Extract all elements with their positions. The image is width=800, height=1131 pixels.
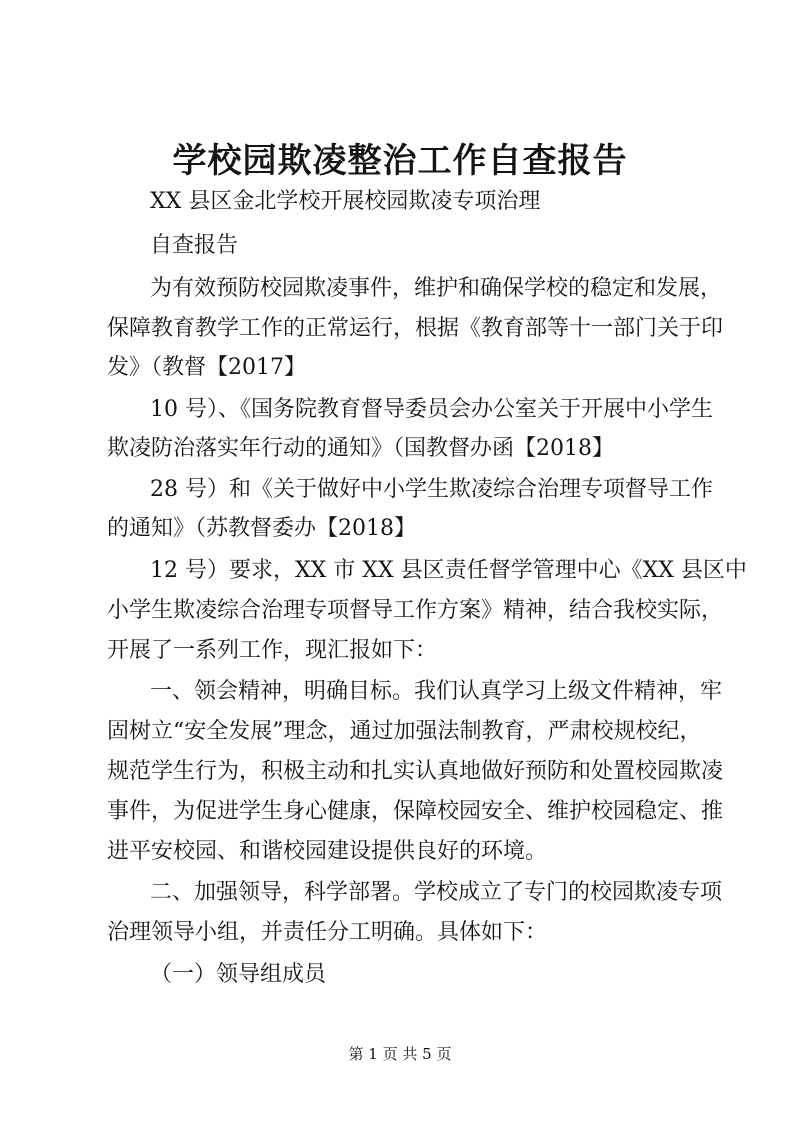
- body-line: 治理领导小组，并责任分工明确。具体如下：: [107, 920, 548, 945]
- body-line: 开展了一系列工作，现汇报如下：: [107, 638, 438, 663]
- body-line: （一）领导组成员: [150, 962, 327, 987]
- body-line: 的通知》（苏教督委办【2018】: [107, 516, 416, 541]
- body-line: 二、加强领导，科学部署。学校成立了专门的校园欺凌专项: [150, 880, 723, 905]
- body-line: 为有效预防校园欺凌事件，维护和确保学校的稳定和发展，: [150, 276, 723, 301]
- body-line: 一、领会精神，明确目标。我们认真学习上级文件精神，牢: [150, 679, 723, 704]
- body-line: 28 号）和《关于做好中小学生欺凌综合治理专项督导工作: [150, 477, 713, 502]
- body-line: 固树立“安全发展”理念，通过加强法制教育，严肃校规校纪，: [107, 719, 702, 744]
- body-line: 进平安校园、和谐校园建设提供良好的环境。: [107, 839, 548, 864]
- body-line: 事件，为促进学生身心健康，保障校园安全、维护校园稳定、推: [107, 799, 724, 824]
- body-line: 规范学生行为，积极主动和扎实认真地做好预防和处置校园欺凌: [107, 759, 724, 784]
- body-line: 小学生欺凌综合治理专项督导工作方案》精神，结合我校实际，: [107, 598, 724, 623]
- body-line: 10 号）、《国务院教育督导委员会办公室关于开展中小学生: [150, 397, 713, 422]
- document-title: 学校园欺凌整治工作自查报告: [172, 141, 628, 181]
- body-line: XX 县区金北学校开展校园欺凌专项治理: [150, 189, 541, 214]
- body-line: 自查报告: [150, 233, 239, 258]
- body-line: 发》（教督【2017】: [107, 355, 306, 380]
- page-number: 第 1 页 共 5 页: [348, 1045, 452, 1063]
- body-line: 保障教育教学工作的正常运行，根据《教育部等十一部门关于印: [107, 316, 724, 341]
- body-line: 欺凌防治落实年行动的通知》（国教督办函【2018】: [107, 436, 614, 461]
- body-line: 12 号）要求，XX 市 XX 县区责任督学管理中心《XX 县区中: [150, 558, 747, 583]
